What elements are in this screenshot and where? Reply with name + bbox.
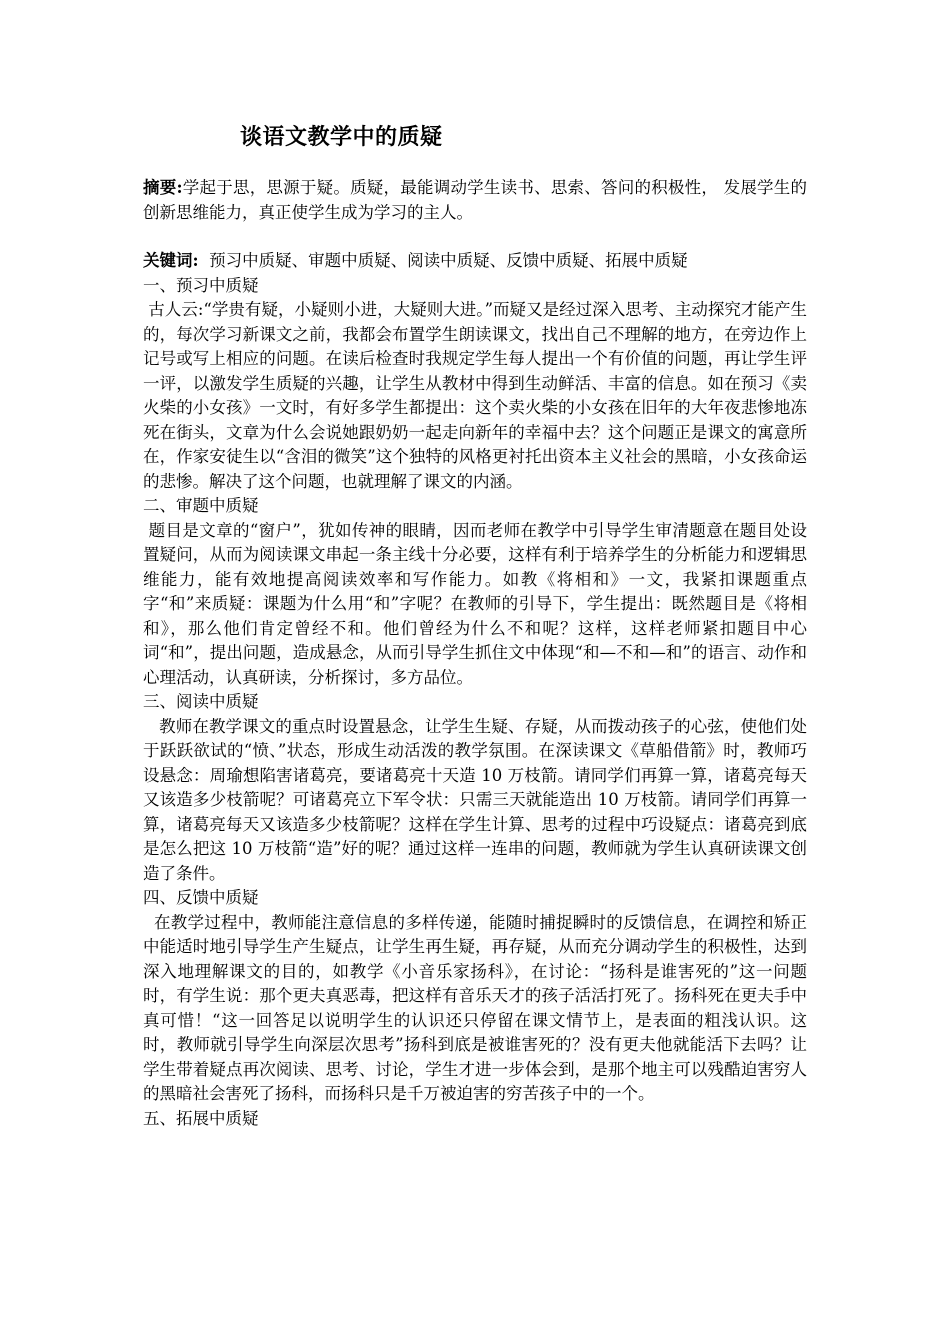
section-body-1: 古人云:“学贵有疑，小疑则小进，大疑则大进。”而疑又是经过深入思考、主动探究才能产生的，每次学习新课文之前，我都会布置学生朗读课文，找出自己不理解的地方，在旁边作上记号或写上相应的问题。在读后检查时我规定学生每人提出一个有价值的问题，再让学生评一评，以激发学生质疑的兴趣，让学生从教材中得到生动鲜活、丰富的信息。如在预习《卖火柴的小女孩》一文时，有好多学生都提出：这个卖火柴的小女孩在旧年的大年夜悲惨地冻死在街头，文章为什么会说她跟奶奶一起走向新年的幸福中去？这个问题正是课文的寓意所在，作家安徒生以“含泪的微笑”这个独特的风格更衬托出资本主义社会的黑暗，小女孩命运的悲惨。解决了这个问题，也就理解了课文的内涵。 — [143, 300, 807, 491]
abstract-label: 摘要: — [143, 178, 183, 197]
keywords-label: 关键词: — [143, 251, 199, 270]
keywords — [143, 249, 807, 274]
abstract — [143, 176, 807, 225]
document-title: 谈语文教学中的质疑 — [240, 124, 443, 150]
section-heading-3: 三、阅读中质疑 — [143, 692, 259, 711]
document-page — [143, 118, 807, 1131]
section-body-3: 教师在教学课文的重点时设置悬念，让学生生疑、存疑，从而拨动孩子的心弦，使他们处于跃跃欲试的“愤、”状态，形成生动活泼的教学氛围。在深读课文《草船借箭》时，教师巧设悬念：周瑜想陷害诸葛亮，要诸葛亮十天造 10 万枝箭。请同学们再算一算，诸葛亮每天又该造多少枝箭呢？可诸葛亮立下军令状：只需三天就能造出 10 万枝箭。请同学们再算一算，诸葛亮每天又该造多少枝箭呢？这样在学生计算、思考的过程中巧设疑点：诸葛亮到底是怎么把这 10 万枝箭“造”好的呢？通过这样一连串的问题，教师就为学生认真研读课文创造了条件。 — [143, 716, 807, 883]
section-heading-4: 四、反馈中质疑 — [143, 888, 259, 907]
section-heading-1: 一、预习中质疑 — [143, 275, 259, 295]
section-heading-5: 五、拓展中质疑 — [143, 1108, 259, 1128]
section-body-4: 在教学过程中，教师能注意信息的多样传递，能随时捕捉瞬时的反馈信息，在调控和矫正中能适时地引导学生产生疑点，让学生再生疑，再存疑，从而充分调动学生的积极性，达到深入地理解课文的目的，如教学《小音乐家扬科》，在讨论：“扬科是谁害死的”这一问题时，有学生说：那个更夫真恶毒，把这样有音乐天才的孩子活活打死了。扬科死在更夫手中真可惜！“这一回答足以说明学生的认识还只停留在课文情节上，是表面的粗浅认识。这时，教师就引导学生向深层次思考”扬科到底是被谁害死的？没有更夫他就能活下去吗？让学生带着疑点再次阅读、思考、讨论，学生才进一步体会到，是那个地主可以残酷迫害穷人的黑暗社会害死了扬科，而扬科只是千万被迫害的穷苦孩子中的一个。 — [143, 912, 807, 1103]
abstract-text: 学起于思，思源于疑。质疑，最能调动学生读书、思索、答问的积极性， 发展学生的创新思维能力，真正使学生成为学习的主人。 — [143, 178, 808, 222]
keywords-text: 预习中质疑、审题中质疑、阅读中质疑、反馈中质疑、拓展中质疑 — [198, 251, 688, 270]
section-heading-2: 二、审题中质疑 — [143, 496, 259, 515]
section-body-2: 题目是文章的“窗户”，犹如传神的眼睛，因而老师在教学中引导学生审清题意在题目处设置疑问，从而为阅读课文串起一条主线十分必要，这样有利于培养学生的分析能力和逻辑思维能力，能有效地提高阅读效率和写作能力。如教《将相和》一文，我紧扣课题重点字“和”来质疑：课题为什么用“和”字呢？在教师的引导下，学生提出：既然题目是《将相和》，那么他们肯定曾经不和。他们曾经为什么不和呢？这样，这样老师紧扣题目中心词“和”，提出问题，造成悬念，从而引导学生抓住文中体现“和—不和—和”的语言、动作和心理活动，认真研读，分析探讨，多方品位。 — [143, 520, 807, 687]
